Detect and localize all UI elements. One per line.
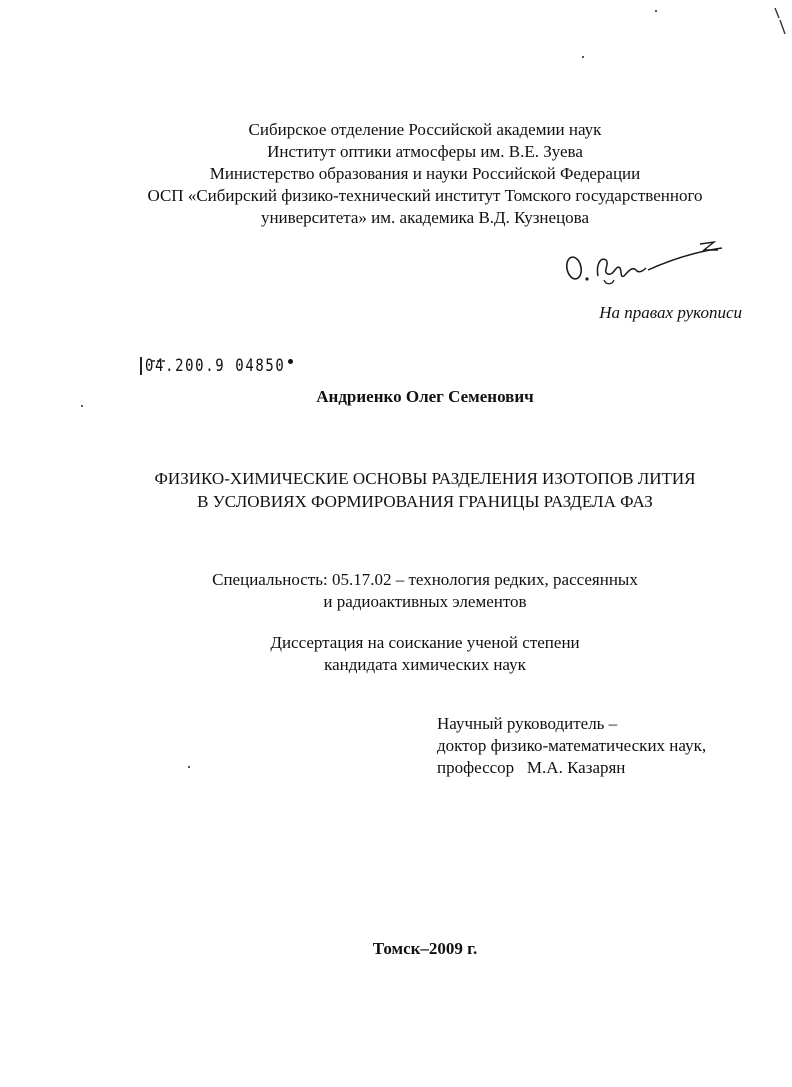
thesis-title	[0, 467, 792, 513]
degree-block	[0, 632, 792, 676]
signature	[562, 238, 732, 288]
institution-header	[0, 119, 792, 229]
stamp-digits: 04.200.9 04850	[145, 356, 286, 376]
header-line: Министерство образования и науки Российской Федерации	[209, 164, 641, 183]
specialty-block	[0, 569, 792, 613]
stamp-dot	[288, 359, 293, 364]
scan-mark-top-right	[773, 6, 787, 36]
author-name: Андриенко Олег Семенович	[316, 387, 534, 406]
degree-line-1: Диссертация на соискание ученой степени	[270, 633, 580, 652]
scan-speck	[655, 10, 657, 12]
stamp-bar	[140, 357, 142, 375]
header-line: Институт оптики атмосферы им. В.Е. Зуева	[267, 142, 583, 161]
manuscript-note: На правах рукописи	[599, 303, 742, 322]
supervisor-block	[437, 713, 706, 779]
stamp-tick-marks	[152, 350, 166, 354]
city-year: Томск–2009 г.	[372, 939, 478, 958]
supervisor-line-2: доктор физико-математических наук,	[437, 736, 707, 755]
title-line-2: В УСЛОВИЯХ ФОРМИРОВАНИЯ ГРАНИЦЫ РАЗДЕЛА ФАЗ	[197, 492, 653, 511]
header-line: университета» им. академика В.Д. Кузнецова	[260, 208, 590, 227]
specialty-line-1: Специальность: 05.17.02 – технология редких, рассеянных	[212, 570, 638, 589]
header-line: ОСП «Сибирский физико-технический институт Томского государственного	[147, 186, 703, 205]
title-line-1: ФИЗИКО-ХИМИЧЕСКИЕ ОСНОВЫ РАЗДЕЛЕНИЯ ИЗОТОПОВ ЛИТИЯ	[154, 469, 696, 488]
degree-line-2: кандидата химических наук	[324, 655, 526, 674]
supervisor-line-3: профессор М.А. Казарян	[437, 758, 626, 777]
scan-speck	[582, 56, 584, 58]
scan-speck	[188, 766, 190, 768]
archive-stamp-number	[140, 355, 316, 377]
header-line: Сибирское отделение Российской академии наук	[248, 120, 602, 139]
supervisor-line-1: Научный руководитель –	[437, 714, 618, 733]
specialty-line-2: и радиоактивных элементов	[323, 592, 527, 611]
